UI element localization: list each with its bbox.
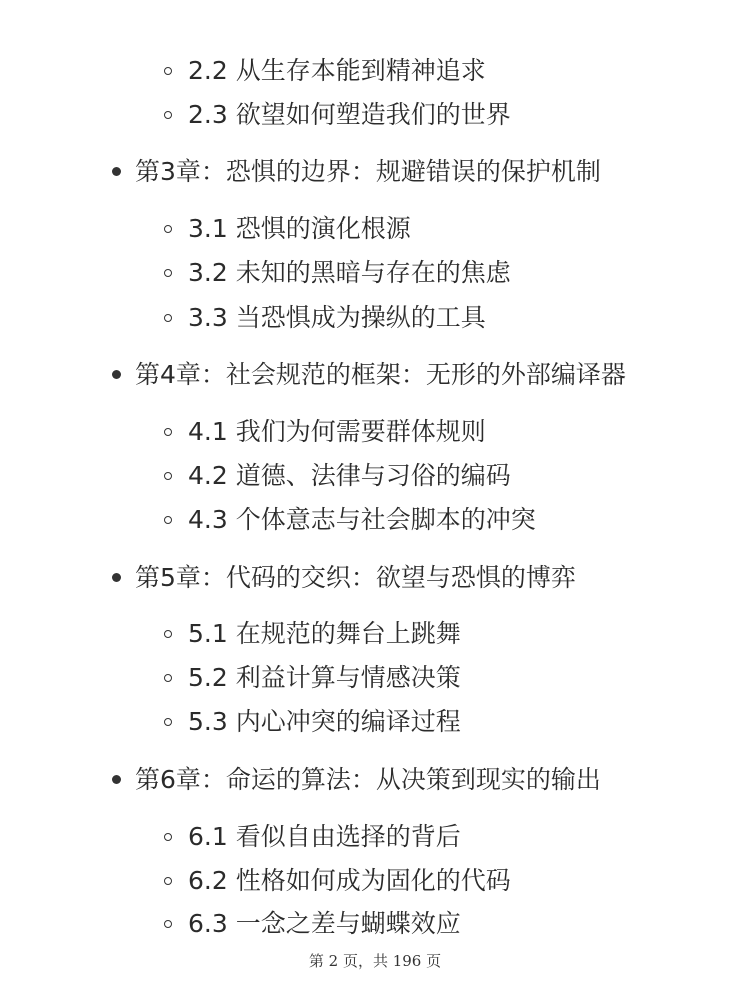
hollow-bullet-icon	[164, 630, 172, 638]
hollow-bullet-icon	[164, 225, 172, 233]
toc-section-title: 3.3 当恐惧成为操纵的工具	[188, 303, 486, 332]
toc-chapter-title: 第5章：代码的交织：欲望与恐惧的博弈	[135, 563, 576, 592]
toc-section-title: 3.2 未知的黑暗与存在的焦虑	[188, 258, 511, 287]
hollow-bullet-icon	[164, 920, 172, 928]
hollow-bullet-icon	[164, 472, 172, 480]
toc-section-title: 5.3 内心冲突的编译过程	[188, 707, 461, 736]
hollow-bullet-icon	[164, 877, 172, 885]
toc-section-title: 3.1 恐惧的演化根源	[188, 214, 411, 243]
hollow-bullet-icon	[164, 428, 172, 436]
hollow-bullet-icon	[164, 718, 172, 726]
hollow-bullet-icon	[164, 516, 172, 524]
toc-section-title: 2.2 从生存本能到精神追求	[188, 56, 486, 85]
hollow-bullet-icon	[164, 269, 172, 277]
filled-bullet-icon	[112, 573, 121, 582]
toc-section-title: 2.3 欲望如何塑造我们的世界	[188, 100, 511, 129]
toc-section-title: 5.1 在规范的舞台上跳舞	[188, 619, 461, 648]
filled-bullet-icon	[112, 370, 121, 379]
toc-chapter-title: 第4章：社会规范的框架：无形的外部编译器	[135, 360, 626, 389]
hollow-bullet-icon	[164, 314, 172, 322]
toc-chapter-title: 第3章：恐惧的边界：规避错误的保护机制	[135, 157, 601, 186]
hollow-bullet-icon	[164, 111, 172, 119]
toc-section-title: 6.2 性格如何成为固化的代码	[188, 866, 511, 895]
toc-section-title: 4.1 我们为何需要群体规则	[188, 417, 486, 446]
hollow-bullet-icon	[164, 67, 172, 75]
toc-section-title: 4.3 个体意志与社会脚本的冲突	[188, 505, 536, 534]
filled-bullet-icon	[112, 775, 121, 784]
toc-chapter-title: 第6章：命运的算法：从决策到现实的输出	[135, 765, 601, 794]
hollow-bullet-icon	[164, 674, 172, 682]
toc-section-title: 6.1 看似自由选择的背后	[188, 822, 461, 851]
toc-section-title: 5.2 利益计算与情感决策	[188, 663, 461, 692]
hollow-bullet-icon	[164, 833, 172, 841]
page-number-footer: 第 2 页，共 196 页	[308, 952, 442, 970]
toc-section-title: 6.3 一念之差与蝴蝶效应	[188, 909, 461, 938]
filled-bullet-icon	[112, 167, 121, 176]
toc-section-title: 4.2 道德、法律与习俗的编码	[188, 461, 511, 490]
